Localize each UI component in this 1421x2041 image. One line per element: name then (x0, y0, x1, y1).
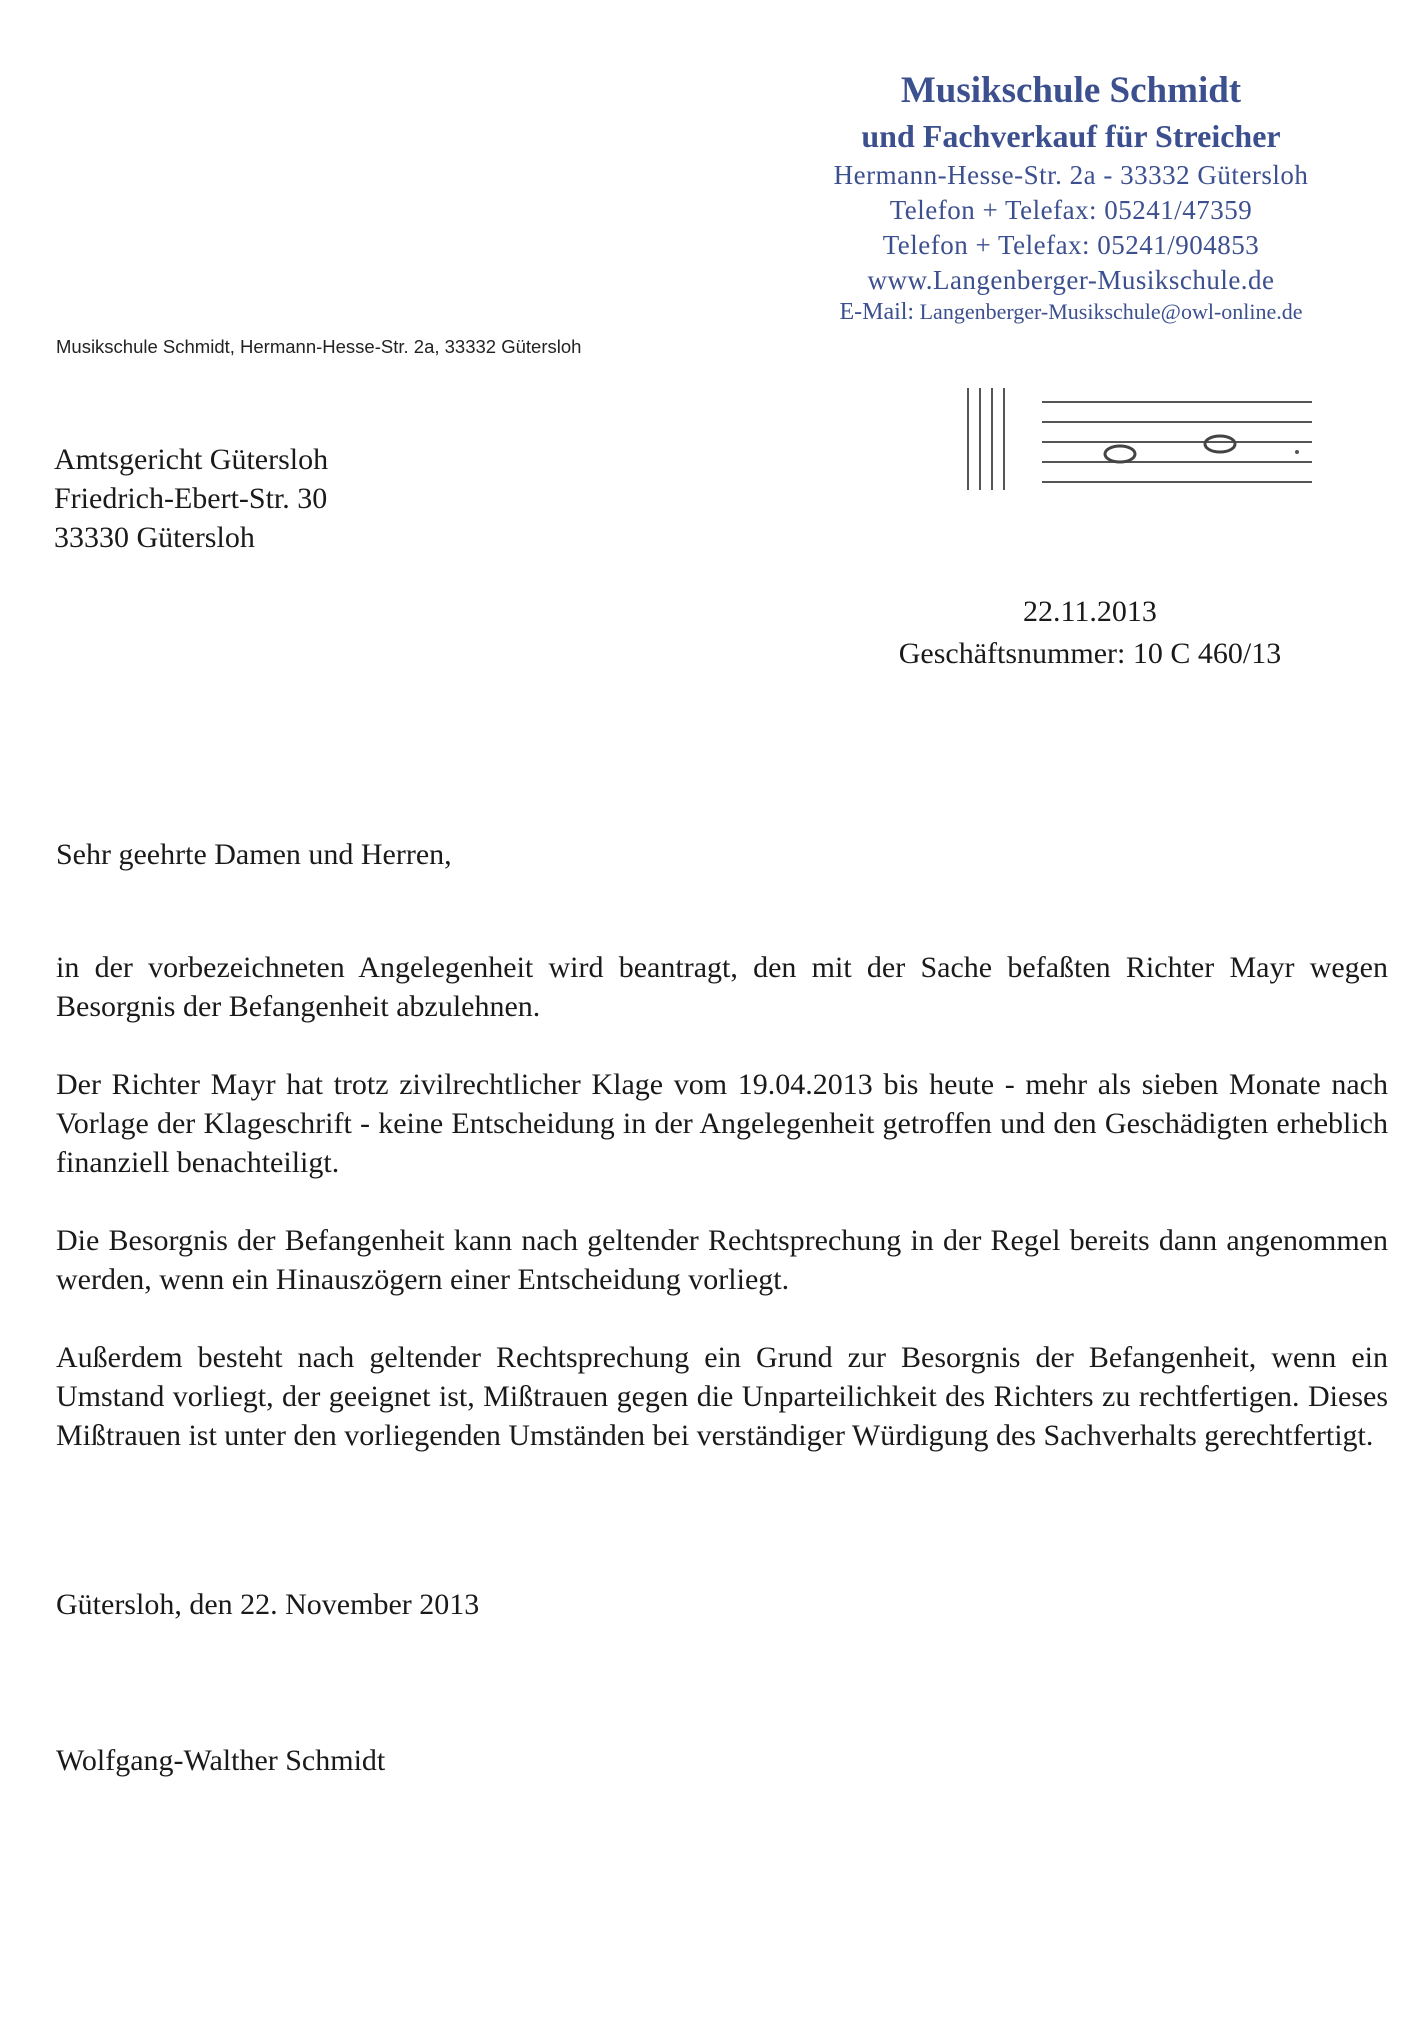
whole-note-icon (1205, 436, 1235, 452)
letter-body (56, 948, 1388, 1494)
reference-number: Geschäftsnummer: 10 C 460/13 (898, 637, 1282, 670)
recipient-address (54, 440, 328, 557)
letterhead-phone-2: Telefon + Telefax: 05241/904853 (882, 230, 1260, 260)
whole-note-icon (1105, 446, 1135, 462)
music-staff-logo (962, 384, 1322, 494)
letterhead-address: Hermann-Hesse-Str. 2a - 33332 Gütersloh (833, 160, 1309, 190)
letterhead-subtitle: und Fachverkauf für Streicher (861, 118, 1281, 154)
date-block (840, 591, 1340, 675)
letterhead-name: Musikschule Schmidt (900, 70, 1242, 111)
sender-return-address: Musikschule Schmidt, Hermann-Hesse-Str. 2a, 33332 Gütersloh (56, 336, 582, 357)
recipient-line: Friedrich-Ebert-Str. 30 (54, 482, 328, 515)
salutation: Sehr geehrte Damen und Herren, (56, 838, 452, 871)
closing-place-date: Gütersloh, den 22. November 2013 (56, 1588, 480, 1621)
dot-icon (1295, 450, 1299, 454)
letterhead (751, 68, 1391, 326)
letterhead-email-label: E-Mail: (839, 299, 915, 325)
body-paragraph: Der Richter Mayr hat trotz zivilrechtlicher Klage vom 19.04.2013 bis heute - mehr als sieben Monate nach Vorlage der Klageschrift - keine Entscheidung in der Angelegenheit getroffen und den Geschädigten erheblich finanziell benachteiligt. (56, 1068, 1388, 1179)
recipient-line: 33330 Gütersloh (54, 521, 255, 554)
body-paragraph: in der vorbezeichneten Angelegenheit wird beantragt, den mit der Sache befaßten Richter Mayr wegen Besorgnis der Befangenheit abzulehnen. (56, 951, 1388, 1023)
letter-date: 22.11.2013 (1023, 595, 1157, 628)
signature-name: Wolfgang-Walther Schmidt (56, 1744, 386, 1777)
body-paragraph: Außerdem besteht nach geltender Rechtsprechung ein Grund zur Besorgnis der Befangenheit, wenn ein Umstand vorliegt, der geeignet ist, Mißtrauen gegen die Unparteilichkeit des Richters zu rechtfertigen. Dieses Mißtrauen ist unter den vorliegenden Umständen bei verständiger Würdigung des Sachverhalts gerechtfertigt. (56, 1341, 1388, 1452)
body-paragraph: Die Besorgnis der Befangenheit kann nach geltender Rechtsprechung in der Regel bereits dann angenommen werden, wenn ein Hinauszögern einer Entscheidung vorliegt. (56, 1224, 1388, 1296)
letterhead-email: Langenberger-Musikschule@owl-online.de (919, 299, 1303, 324)
letterhead-email-line (751, 298, 1391, 326)
recipient-line: Amtsgericht Gütersloh (54, 443, 329, 476)
letterhead-phone-1: Telefon + Telefax: 05241/47359 (889, 195, 1253, 225)
letterhead-website: www.Langenberger-Musikschule.de (867, 265, 1275, 295)
